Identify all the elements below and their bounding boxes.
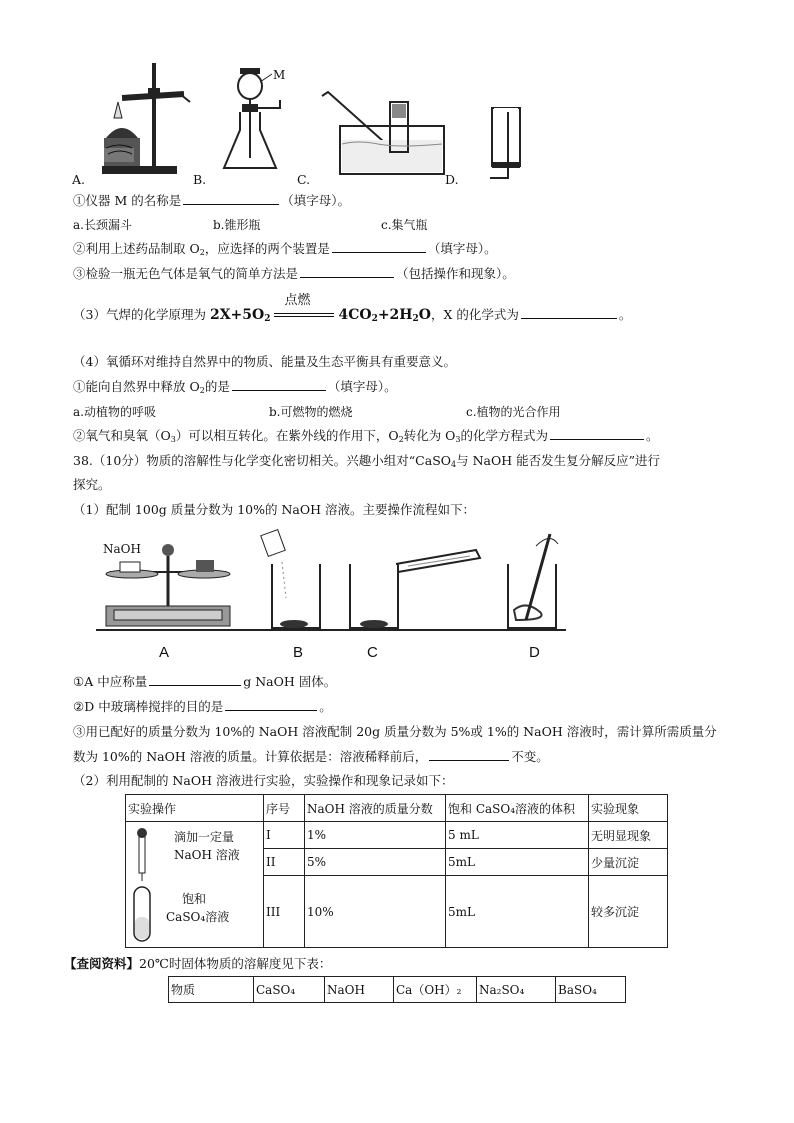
q38-c-line1: ③用已配好的质量分数为 10%的 NaOH 溶液配制 20g 质量分数为 5%或 1%的 NaOH 溶液时，需计算所需质量分 — [73, 724, 717, 739]
lookup-title: 【查阅资料】20℃时固体物质的溶解度见下表： — [64, 956, 332, 971]
step-label-b: B — [293, 644, 304, 661]
table-header: 实验操作 — [126, 795, 264, 822]
answer-blank-dilution-constant[interactable] — [429, 748, 509, 761]
answer-blank-devices[interactable] — [332, 240, 426, 253]
table-header: 实验现象 — [589, 795, 668, 822]
table-row: 物质 CaSO₄ NaOH Ca（OH）₂ Na₂SO₄ BaSO₄ — [169, 977, 626, 1003]
table-header: NaOH 溶液的质量分数 — [305, 795, 446, 822]
apparatus-m-label: M — [273, 68, 286, 82]
table-header: 饱和 CaSO₄溶液的体积 — [446, 795, 589, 822]
fig-text-caso4: CaSO₄溶液 — [166, 910, 230, 924]
q4-option-b: b.可燃物的燃烧 — [269, 405, 353, 419]
answer-blank-m[interactable] — [183, 192, 279, 205]
q4-line1: ①能向自然界中释放 $O_2$的是 （填字母）。 — [73, 379, 397, 395]
apparatus-b-diagram — [220, 60, 300, 180]
q1-line2: ②利用上述药品制取 $O_2$，应选择的两个装置是 （填字母）。 — [73, 241, 497, 257]
table-row: III 10% 5mL 较多沉淀 — [126, 876, 668, 948]
fig-text-dropwise: 滴加一定量 — [174, 830, 235, 844]
table-row: 滴加一定量 NaOH 溶液 饱和 CaSO₄溶液 I 1% 5 mL 无明显现象 — [126, 822, 668, 849]
table-header: 序号 — [264, 795, 305, 822]
step-label-c: C — [367, 644, 378, 661]
step-label-d: D — [529, 644, 540, 661]
q4-option-c: c.植物的光合作用 — [466, 405, 561, 419]
answer-blank-naoh-mass[interactable] — [149, 673, 241, 686]
q38-d-line: ②D 中玻璃棒搅拌的目的是 。 — [73, 699, 332, 714]
q38-a-line: ①A 中应称量 g NaOH 固体。 — [73, 674, 337, 689]
q4-intro: （4）氧循环对维持自然界中的物质、能量及生态平衡具有重要意义。 — [73, 354, 456, 369]
q1-line1: ①仪器 M 的名称是 （填字母）。 — [73, 193, 351, 208]
solubility-table — [168, 976, 626, 1003]
answer-blank-o2-source[interactable] — [232, 378, 326, 391]
answer-blank-ozone-equation[interactable] — [550, 427, 644, 440]
q3-line: （3）气焊的化学原理为 $2X+5O_2$ 点燃 $4CO_2+2H_2O$，X 的化学式为 。 — [73, 292, 632, 324]
preparation-steps-diagram — [96, 528, 596, 638]
apparatus-d-diagram — [484, 104, 534, 184]
q1-option-b: b.锥形瓶 — [213, 218, 261, 232]
experiment-illustration — [126, 822, 264, 948]
table-row: II 5% 5mL 少量沉淀 — [126, 849, 668, 876]
q38-line2: 探究。 — [73, 477, 111, 492]
apparatus-label-d: D. — [445, 172, 459, 187]
q1-line3: ③检验一瓶无色气体是氧气的简单方法是 （包括操作和现象）。 — [73, 266, 515, 281]
q38-line1: 38.（10分）物质的溶解性与化学变化密切相关。兴趣小组对“CaSO$_4$与 NaOH 能否发生复分解反应”进行 — [73, 453, 660, 469]
apparatus-label-c: C. — [297, 172, 311, 187]
q38-part2: （2）利用配制的 NaOH 溶液进行实验，实验操作和现象记录如下： — [73, 773, 454, 788]
answer-blank-x-formula[interactable] — [521, 306, 617, 319]
experiment-table — [125, 794, 668, 948]
q1-option-a: a.长颈漏斗 — [73, 218, 132, 232]
apparatus-a-diagram — [92, 58, 202, 178]
apparatus-label-b: B. — [193, 172, 207, 187]
naoh-weigh-label: NaOH — [103, 542, 141, 556]
q4-line2: ②氧气和臭氧$(O_3)$可以相互转化。在紫外线的作用下，$O_2$转化为 $O_3$的化学方程式为 。 — [73, 428, 659, 444]
q4-option-a: a.动植物的呼吸 — [73, 405, 156, 419]
apparatus-label-a: A. — [72, 172, 86, 187]
equation-condition: 点燃 — [284, 292, 311, 308]
q38-part1: （1）配制 100g 质量分数为 10%的 NaOH 溶液。主要操作流程如下： — [73, 502, 476, 517]
step-label-a: A — [159, 644, 170, 661]
answer-blank-oxygen-test[interactable] — [300, 265, 394, 278]
q38-c-line2: 数为 10%的 NaOH 溶液的质量。计算依据是：溶液稀释前后， 不变。 — [73, 749, 549, 764]
q1-option-c: c.集气瓶 — [381, 218, 428, 232]
fig-text-naoh: NaOH 溶液 — [174, 848, 240, 862]
fig-text-saturated: 饱和 — [182, 892, 207, 906]
answer-blank-stir-purpose[interactable] — [225, 698, 317, 711]
apparatus-c-diagram — [318, 82, 448, 182]
